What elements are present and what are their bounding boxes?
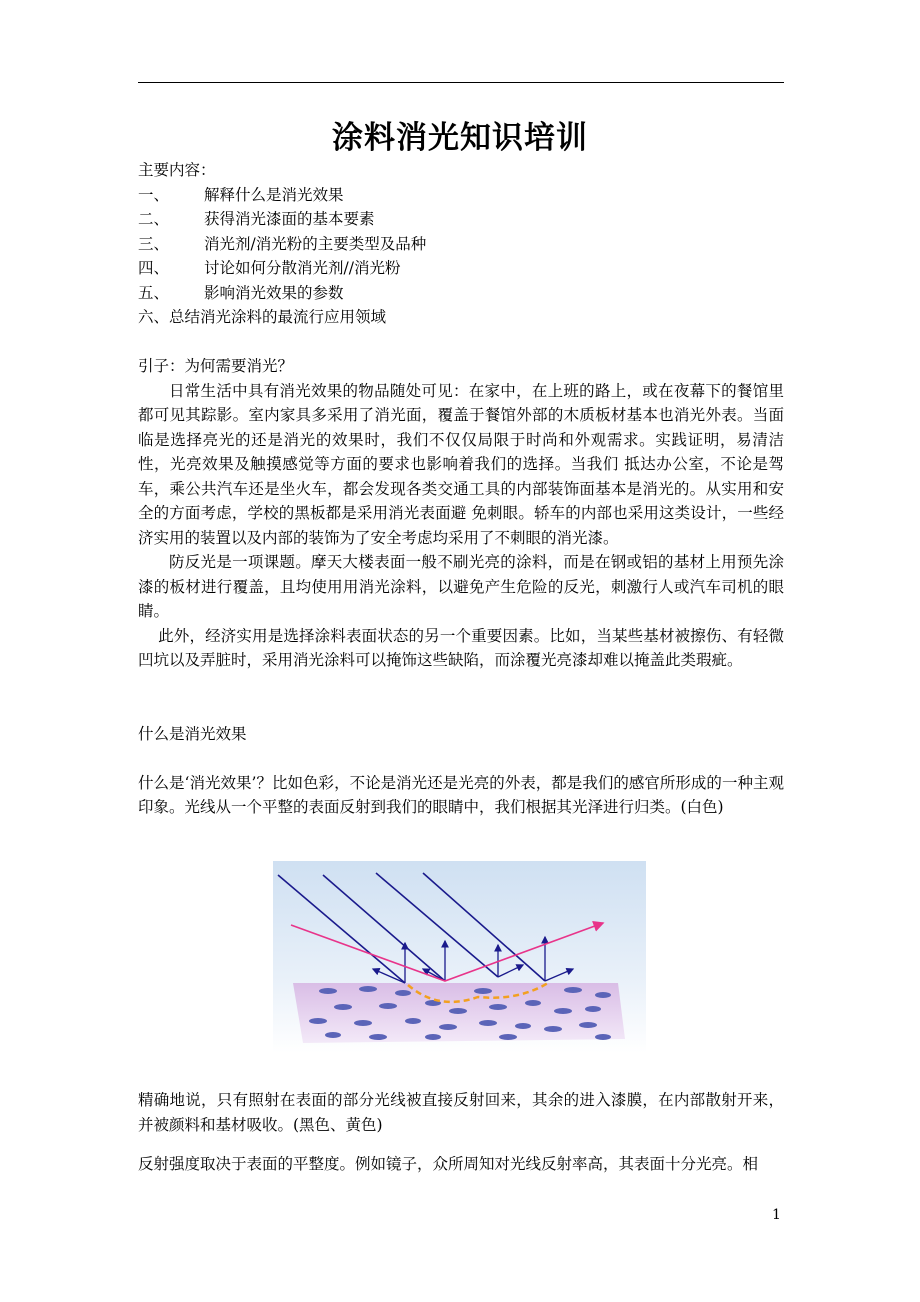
intro-paragraph: 日常生活中具有消光效果的物品随处可见：在家中，在上班的路上，或在夜幕下的餐馆里都可见其踪影。室内家具多采用了消光面，覆盖于餐馆外部的木质板材基本也消光外表。当面临是选择亮光的还是消光的效果时，我们不仅仅局限于时尚和外观需求。实践证明，易清洁性，光亮效果及触摸感觉等方面的要求也影响着我们的选择。当我们 抵达办公室，不论是驾车，乘公共汽车还是坐火车，都会发现各类交通工具的内部装饰面基本是消光的。从实用和安全的方面考虑，学校的黑板都是采用消光表面避 免刺眼。轿车的内部也采用这类设计，一些经济实用的装置以及内部的装饰为了安全考虑均采用了不刺眼的消光漆。 (138, 381, 784, 547)
page-number: 1 (772, 1207, 781, 1223)
toc-item-last: 六、总结消光涂料的最流行应用领域 (138, 308, 387, 326)
toc-heading: 主要内容： (138, 161, 216, 179)
document-body (138, 158, 784, 820)
toc-item: 二、 获得消光漆面的基本要素 (138, 210, 375, 228)
toc-item: 四、 讨论如何分散消光剂//消光粉 (138, 259, 401, 277)
document-body-lower (138, 1088, 784, 1177)
intro-heading: 引子：为何需要消光？ (138, 357, 294, 375)
toc-item: 一、 解释什么是消光效果 (138, 185, 344, 204)
page-title: 涂料消光知识培训 (332, 120, 588, 156)
toc-list (138, 183, 784, 330)
toc-item: 五、 影响消光效果的参数 (138, 283, 344, 302)
section-heading: 什么是消光效果 (138, 724, 247, 743)
section-paragraph: 什么是‘消光效果’？比如色彩，不论是消光还是光亮的外表，都是我们的感官所形成的一种主观印象。光线从一个平整的表面反射到我们的眼睛中，我们根据其光泽进行归类。(白色) (138, 773, 784, 816)
intro-paragraph: 防反光是一项课题。摩天大楼表面一般不刷光亮的涂料，而是在钢或铝的基材上用预先涂漆的板材进行覆盖，且均使用用消光涂料，以避免产生危险的反光，刺激行人或汽车司机的眼睛。 (138, 553, 784, 620)
light-scattering-diagram (273, 861, 646, 1053)
header-rule (138, 82, 784, 83)
toc-item: 三、 消光剂/消光粉的主要类型及品种 (138, 234, 427, 253)
section-paragraph: 反射强度取决于表面的平整度。例如镜子，众所周知对光线反射率高，其表面十分光亮。相 (138, 1155, 759, 1173)
section-paragraph: 精确地说，只有照射在表面的部分光线被直接反射回来，其余的进入漆膜，在内部散射开来，并被颜料和基材吸收。(黑色、黄色) (138, 1091, 784, 1134)
intro-paragraph: 此外，经济实用是选择涂料表面状态的另一个重要因素。比如，当某些基材被擦伤、有轻微凹坑以及弄脏时，采用消光涂料可以掩饰这些缺陷，而涂覆光亮漆却难以掩盖此类瑕疵。 (138, 626, 784, 669)
